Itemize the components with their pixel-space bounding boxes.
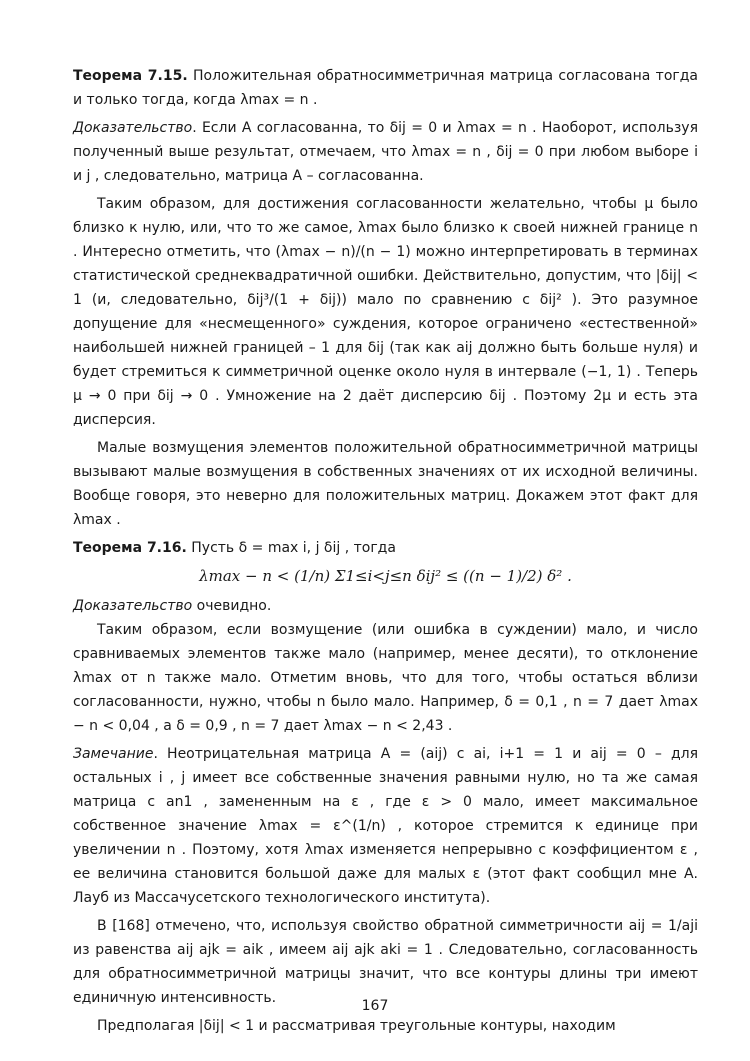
paragraph-text: Малые возмущения элементов положительной обратносимметричной матрицы вызывают малые возмущения в собственных значениях от их исходной величины. Вообще говоря, это неверно для положительных матриц. Докажем этот факт для λmax . [73, 440, 698, 528]
proof-7-15 [73, 116, 698, 188]
paragraph-text: Таким образом, если возмущение (или ошибка в суждении) мало, и число сравниваемых элементов также мало (например, менее десяти), то отклонение λmax от n также мало. Отметим вновь, что для того, чтобы остаться вблизи согласованности, нужно, чтобы n было мало. Например, δ = 0,1 , n = 7 дает λmax − n < 0,04 , а δ = 0,9 , n = 7 дает λmax − n < 2,43 . [73, 622, 698, 734]
proof-label: Доказательство [73, 120, 193, 136]
remark-text: . Неотрицательная матрица A = (aij) с ai, i+1 = 1 и aij = 0 – для остальных i , j имеет все собственные значения равными нулю, но та же самая матрица с an1 , замененным на ε , где ε > 0 мало, имеет максимальное собственное значение λmax = ε^(1/n) , которое стремится к единице при увеличении n . Поэтому, хотя λmax изменяется непрерывно с коэффициентом ε , ее величина становится большой даже для малых ε (этот факт сообщил мне А. Лауб из Массачусетского технологического института). [73, 746, 698, 906]
page-number: 167 [361, 998, 389, 1014]
theorem-label: Теорема 7.16. [73, 540, 187, 556]
theorem-7-16 [73, 536, 698, 560]
theorem-7-15 [73, 64, 698, 112]
paragraph-text: В [168] отмечено, что, используя свойство обратной симметричности aij = 1/aji из равенства aij ajk = aik , имеем aij ajk aki = 1 . Следовательно, согласованность для обратносимметричной матрицы значит, что все контуры длины три имеют единичную интенсивность. [73, 918, 698, 1006]
paragraph-small-deviation [73, 618, 698, 738]
paragraph-text: Таким образом, для достижения согласованности желательно, чтобы μ было близко к нулю, или, что то же самое, λmax было близко к своей нижней границе n . Интересно отметить, что (λmax − n)/(n − 1) можно интерпретировать в терминах статистической среднеквадратичной ошибки. Действительно, допустим, что |δij| < 1 (и, следовательно, δij³/(1 + δij)) мало по сравнению с δij² ). Это разумное допущение для «несмещенного» суждения, которое ограничено «естественной» наибольшей нижней границей – 1 для δij (так как aij должно быть больше нуля) и будет стремиться к симметричной оценке около нуля в интервале (−1, 1) . Теперь μ → 0 при δij → 0 . Умножение на 2 даёт дисперсию δij . Поэтому 2μ и есть эта дисперсия. [73, 196, 698, 428]
remark [73, 742, 698, 910]
paragraph-triangular [73, 1014, 698, 1038]
paragraph-perturbations [73, 436, 698, 532]
remark-label: Замечание [73, 746, 154, 762]
display-formula: λmax − n < (1/n) Σ1≤i<j≤n δij² ≤ ((n − 1)/2) δ² . [199, 567, 572, 585]
proof-label: Доказательство [73, 598, 193, 614]
page-body [73, 64, 698, 1042]
theorem-label: Теорема 7.15. [73, 68, 188, 84]
theorem-text: Положительная обратносимметричная матрица согласована тогда и только тогда, когда λmax = n . [73, 68, 698, 108]
proof-text: . Если A согласованна, то δij = 0 и λmax = n . Наоборот, используя полученный выше результат, отмечаем, что λmax = n , δij = 0 при любом выборе i и j , следовательно, матрица A – согласованна. [73, 120, 698, 184]
proof-text: очевидно. [192, 598, 272, 614]
paragraph-text: Предполагая |δij| < 1 и рассматривая треугольные контуры, находим [97, 1018, 616, 1034]
paragraph-consistency [73, 192, 698, 432]
proof-7-16 [73, 594, 698, 618]
theorem-text: Пусть δ = max i, j δij , тогда [186, 540, 396, 556]
paragraph-reciprocal [73, 914, 698, 1010]
